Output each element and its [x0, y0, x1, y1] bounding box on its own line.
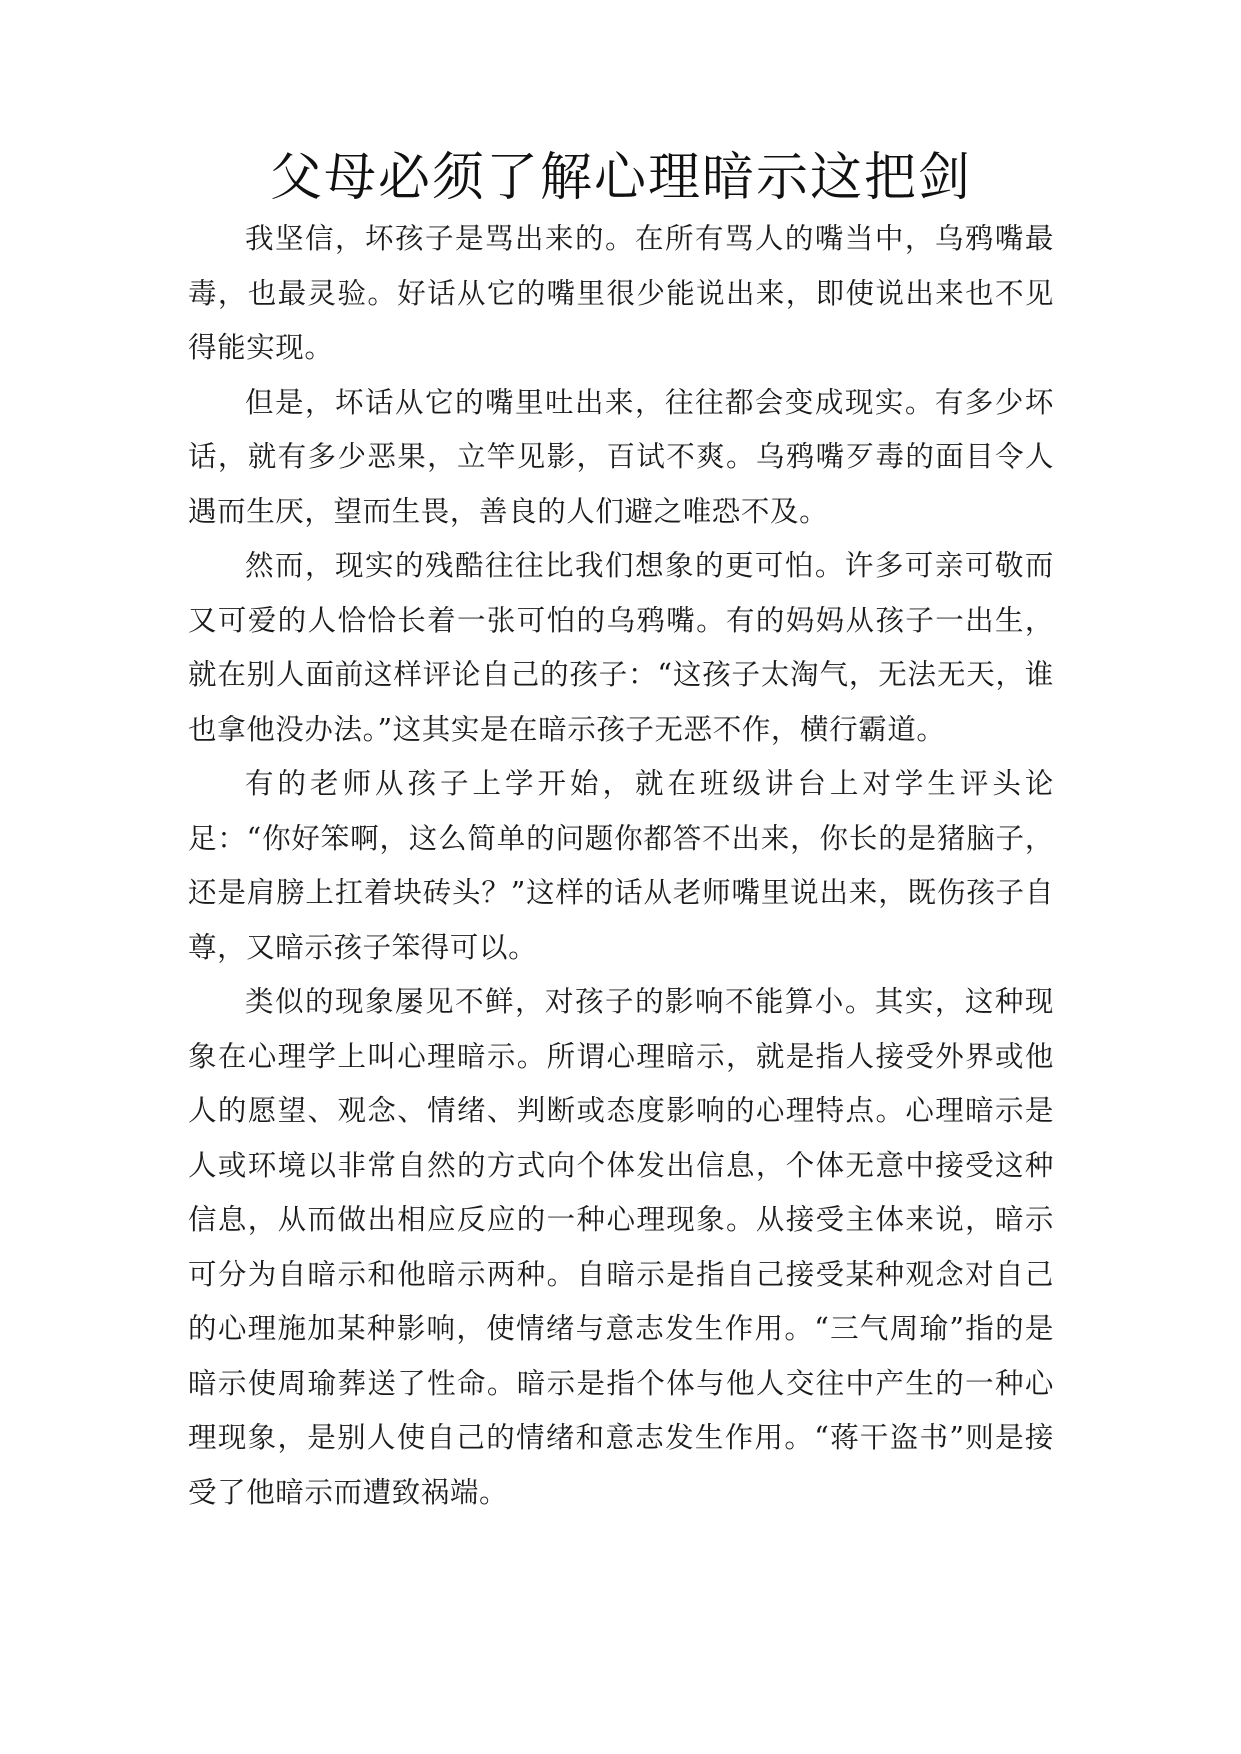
paragraph: 有的老师从孩子上学开始，就在班级讲台上对学生评头论足：“你好笨啊，这么简单的问题你都答不出来，你长的是猪脑子，还是肩膀上扛着块砖头？”这样的话从老师嘴里说出来，既伤孩子自尊，又暗示孩子笨得可以。: [188, 767, 1054, 964]
document-title: 父母必须了解心理暗示这把剑: [269, 148, 972, 208]
paragraph: 但是，坏话从它的嘴里吐出来，往往都会变成现实。有多少坏话，就有多少恶果，立竿见影，百试不爽。乌鸦嘴歹毒的面目令人遇而生厌，望而生畏，善良的人们避之唯恐不及。: [188, 385, 1054, 528]
paragraph: 类似的现象屡见不鲜，对孩子的影响不能算小。其实，这种现象在心理学上叫心理暗示。所谓心理暗示，就是指人接受外界或他人的愿望、观念、情绪、判断或态度影响的心理特点。心理暗示是人或环境以非常自然的方式向个体发出信息，个体无意中接受这种信息，从而做出相应反应的一种心理现象。从接受主体来说，暗示可分为自暗示和他暗示两种。自暗示是指自己接受某种观念对自己的心理施加某种影响，使情绪与意志发生作用。“三气周瑜”指的是暗示使周瑜葬送了性命。暗示是指个体与他人交往中产生的一种心理现象，是别人使自己的情绪和意志发生作用。“蒋干盗书”则是接受了他暗示而遭致祸端。: [188, 985, 1054, 1509]
paragraph: 我坚信，坏孩子是骂出来的。在所有骂人的嘴当中，乌鸦嘴最毒，也最灵验。好话从它的嘴里很少能说出来，即使说出来也不见得能实现。: [188, 222, 1054, 364]
paragraph: 然而，现实的残酷往往比我们想象的更可怕。许多可亲可敬而又可爱的人恰恰长着一张可怕的乌鸦嘴。有的妈妈从孩子一出生，就在别人面前这样评论自己的孩子：“这孩子太淘气，无法无天，谁也拿他没办法。”这其实是在暗示孩子无恶不作，横行霸道。: [188, 549, 1054, 746]
document-body: [188, 212, 1054, 1520]
